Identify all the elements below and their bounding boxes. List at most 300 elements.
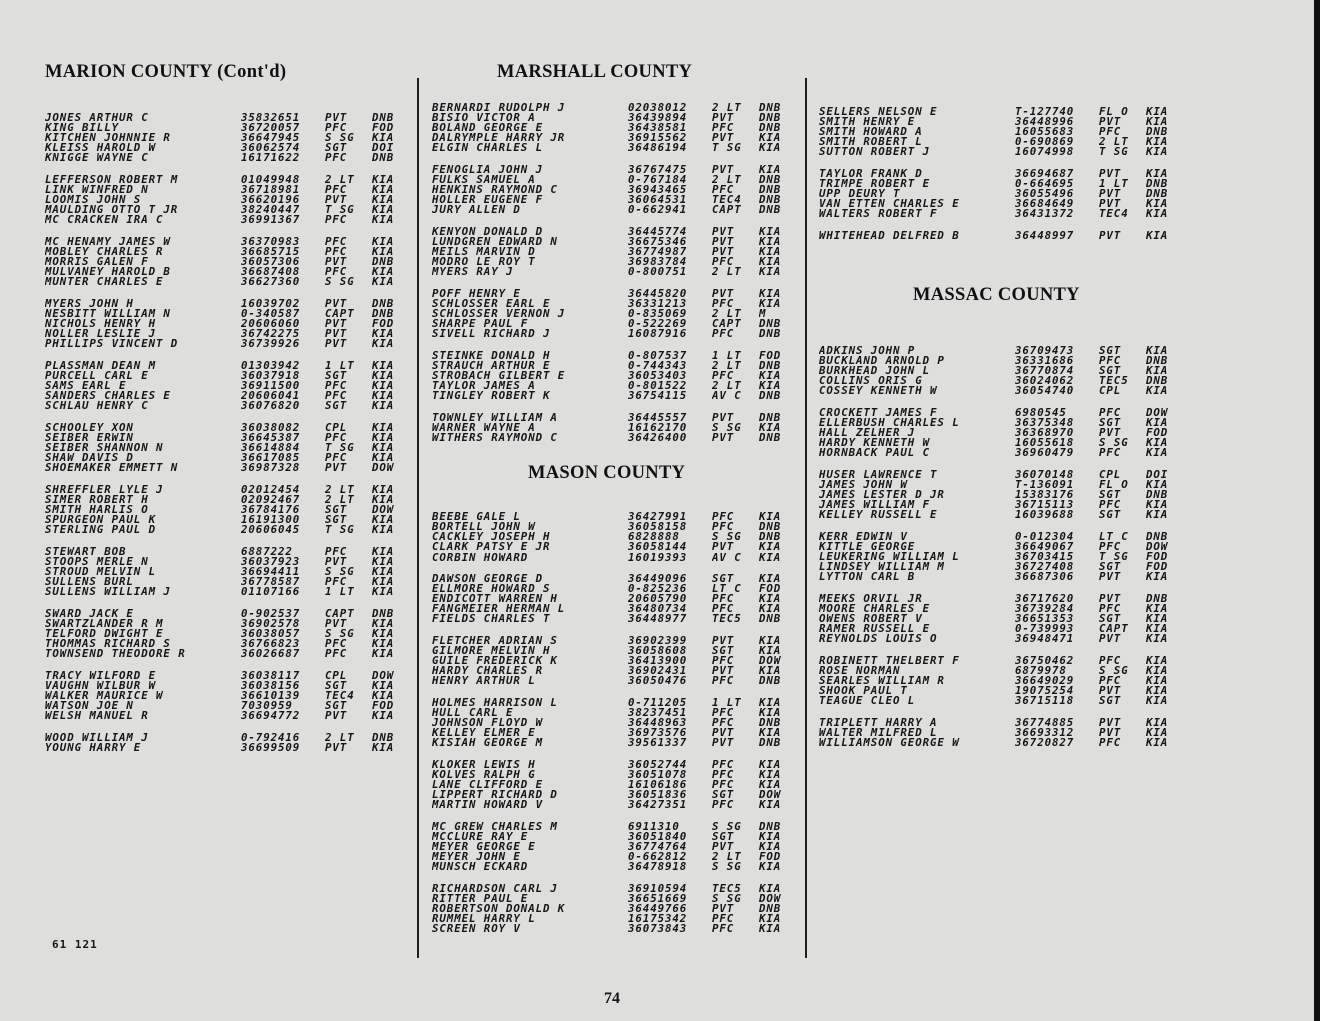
entry-serial-number: 36774987 [628,247,688,258]
roster-entry [45,567,412,577]
entry-serial-number: 02012454 [241,484,301,495]
entry-grade: PFC [712,371,735,382]
entry-name: BURKHEAD JOHN L [819,366,931,377]
entry-name: STOOPS MERLE N [45,556,149,567]
entry-name: THOMMAS RICHARD S [45,639,171,650]
entry-serial-number: 36983784 [628,257,688,268]
roster-entry [432,770,799,780]
entry-status: KIA [372,267,395,278]
entry-status: DNB [759,185,782,196]
entry-name: FLETCHER ADRIAN S [432,636,558,647]
entry-grade: PFC [712,760,735,771]
entry-status: KIA [372,174,395,186]
entry-name: RAMER RUSSELL E [819,624,931,635]
entry-grade: PFC [1099,676,1122,687]
entry-status: KIA [372,401,395,412]
entry-name: TOWNSEND THEODORE R [45,649,186,660]
entry-name: CLARK PATSY E JR [432,542,551,553]
roster-entry [432,423,799,433]
entry-serial-number: 20605790 [628,594,688,605]
entry-status: DNB [759,904,782,915]
entry-name: JAMES JOHN W [819,480,908,491]
entry-grade: FL O [1099,107,1129,118]
entry-name: SHARPE PAUL F [432,319,529,330]
entry-grade: SGT [712,832,735,843]
roster-entry [432,227,799,237]
roster-group [819,169,1186,219]
entry-name: SMITH HENRY E [819,117,916,128]
entry-status: KIA [372,690,395,701]
entry-grade: PVT [1099,168,1122,180]
entry-name: WARNER WAYNE A [432,422,536,434]
entry-grade: AV C [712,391,742,402]
entry-status: KIA [372,360,395,371]
roster-entry [819,500,1186,510]
entry-status: DNB [372,732,395,743]
entry-serial-number: 16039688 [1015,510,1075,521]
entry-name: MOBLEY CHARLES R [45,247,164,258]
entry-grade: 2 LT [325,174,355,186]
entry-status: DNB [759,412,782,423]
roster-entry [819,418,1186,428]
entry-grade: 2 LT [325,484,355,495]
roster-group [819,107,1186,157]
entry-name: WALKER MAURICE W [45,690,164,701]
entry-serial-number: 16191300 [241,515,301,526]
entry-serial-number: 36448963 [628,718,688,729]
entry-status: FOD [372,123,395,134]
roster-entry [819,490,1186,500]
entry-serial-number: 36715113 [1015,500,1075,511]
roster-entry [432,862,799,872]
entry-status: DNB [372,113,395,124]
entry-grade: PFC [712,522,735,533]
entry-serial-number: 38240447 [241,205,301,216]
entry-grade: S SG [1099,438,1129,449]
entry-status: KIA [372,391,395,402]
entry-status: DOW [372,463,395,474]
entry-name: TAYLOR FRANK D [819,168,923,180]
entry-grade: T SG [325,443,355,454]
entry-serial-number: 36915562 [628,133,688,144]
entry-grade: PFC [325,123,348,134]
entry-serial-number: 16055618 [1015,438,1075,449]
entry-status: DNB [372,257,395,268]
entry-serial-number: 0-739993 [1015,624,1075,635]
entry-name: SMITH ROBERT L [819,137,923,148]
entry-name: SULLENS WILLIAM J [45,587,171,598]
roster-entry [432,257,799,267]
entry-name: WELSH MANUEL R [45,711,149,722]
entry-serial-number: 36750462 [1015,655,1075,666]
entry-name: SHAW DAVIS D [45,453,134,464]
entry-serial-number: 36649067 [1015,542,1075,553]
entry-grade: LT C [1099,531,1129,543]
entry-serial-number: 0-902537 [241,608,301,619]
entry-name: SPURGEON PAUL K [45,515,157,526]
entry-name: OWENS ROBERT V [819,614,923,625]
entry-serial-number: 36943465 [628,185,688,196]
entry-name: HOLLER EUGENE F [432,195,544,206]
entry-status: DNB [1146,531,1169,543]
entry-name: SEIBER SHANNON N [45,443,164,454]
entry-name: STRAUCH ARTHUR E [432,360,551,372]
entry-grade: PFC [712,656,735,667]
entry-name: JOHNSON FLOYD W [432,718,544,729]
roster-entry [432,532,799,542]
entry-name: SIMER ROBERT H [45,494,149,505]
entry-status: KIA [759,247,782,258]
entry-name: SUTTON ROBERT J [819,147,931,158]
roster-entry [45,681,412,691]
entry-grade: T SG [325,525,355,536]
roster-entry [819,179,1186,189]
roster-group [432,289,799,339]
entry-grade: 2 LT [712,360,742,372]
entry-grade: T SG [1099,147,1129,158]
roster-entry [432,175,799,185]
roster-entry [432,656,799,666]
entry-serial-number: 36449096 [628,574,688,585]
roster-entry [45,175,412,185]
entry-serial-number: 36948471 [1015,634,1075,645]
entry-grade: PVT [1099,686,1122,697]
entry-name: DAWSON GEORGE D [432,574,544,585]
entry-name: MYERS RAY J [432,267,514,278]
entry-grade: PFC [325,381,348,392]
entry-name: RUMMEL HARRY L [432,914,536,925]
entry-grade: PFC [712,708,735,719]
roster-entry [432,698,799,708]
entry-serial-number: 16106186 [628,780,688,791]
roster-entry [432,666,799,676]
county-heading: MASON COUNTY [528,463,686,484]
entry-serial-number: 0-340587 [241,309,301,320]
entry-name: WALTERS ROBERT F [819,209,938,220]
roster-entry [819,147,1186,157]
entry-serial-number: 36449766 [628,904,688,915]
roster-entry [45,629,412,639]
roster-entry [45,733,412,743]
entry-serial-number: 36987328 [241,463,301,474]
roster-entry [819,438,1186,448]
entry-grade: PFC [712,780,735,791]
roster-entry [819,169,1186,179]
entry-serial-number: 36649029 [1015,676,1075,687]
entry-name: MORRIS GALEN F [45,257,149,268]
roster-entry [432,113,799,123]
roster-entry [45,381,412,391]
roster-group [432,351,799,401]
entry-name: JAMES LESTER D JR [819,490,945,501]
entry-grade: PVT [1099,199,1122,210]
roster-group [819,532,1186,582]
roster-entry [432,247,799,257]
entry-name: MC HENAMY JAMES W [45,236,171,248]
entry-serial-number: 0-664695 [1015,179,1075,190]
roster-entry [432,636,799,646]
entry-status: KIA [759,862,782,873]
entry-serial-number: 36445820 [628,288,688,299]
entry-grade: 1 LT [1099,179,1129,190]
entry-name: FIELDS CHARLES T [432,614,551,625]
entry-serial-number: 36448996 [1015,117,1075,128]
entry-grade: 1 LT [712,698,742,709]
entry-status: KIA [372,515,395,526]
entry-grade: 2 LT [325,494,355,505]
column-3 [819,107,1186,760]
entry-serial-number: 36052744 [628,760,688,771]
entry-grade: PVT [712,113,735,124]
entry-name: MEEKS ORVIL JR [819,593,923,604]
roster-entry [45,361,412,371]
entry-serial-number: 36774885 [1015,717,1075,728]
entry-name: POFF HENRY E [432,288,521,299]
entry-grade: PFC [1099,655,1122,666]
roster-group [819,718,1186,748]
entry-name: SMITH HARLIS O [45,505,149,516]
roster-entry [819,666,1186,676]
entry-serial-number: 36645387 [241,432,301,444]
entry-name: KLEISS HAROLD W [45,143,157,154]
roster-entry [819,542,1186,552]
entry-serial-number: 36480734 [628,604,688,615]
entry-status: DNB [759,123,782,134]
entry-serial-number: 36709473 [1015,346,1075,357]
roster-entry [45,123,412,133]
entry-name: MUNTER CHARLES E [45,277,164,288]
entry-serial-number: 36703415 [1015,552,1075,563]
entry-name: CROCKETT JAMES F [819,408,938,419]
entry-grade: 1 LT [325,587,355,598]
roster-entry [45,505,412,515]
entry-status: KIA [759,832,782,843]
roster-entry [432,542,799,552]
entry-status: DOW [372,670,395,681]
entry-status: DOW [1146,408,1169,419]
entry-grade: PVT [1099,717,1122,728]
entry-serial-number: 0-662941 [628,205,688,216]
roster-entry [45,277,412,287]
entry-status: KIA [759,143,782,154]
roster-entry [819,199,1186,209]
page-number: 74 [604,990,620,1007]
roster-entry [45,215,412,225]
entry-status: DNB [759,113,782,124]
entry-status: KIA [1146,655,1169,666]
roster-group [432,698,799,748]
entry-serial-number: 36427991 [628,512,688,523]
entry-status: KIA [1146,386,1169,397]
entry-serial-number: 36054740 [1015,386,1075,397]
entry-status: KIA [372,618,395,629]
entry-status: KIA [759,257,782,268]
entry-grade: SGT [712,574,735,585]
entry-serial-number: 36053403 [628,371,688,382]
roster-group [45,299,412,349]
entry-name: KNIGGE WAYNE C [45,153,149,164]
entry-grade: PVT [712,288,735,299]
entry-status: KIA [372,195,395,206]
entry-name: TOWNLEY WILLIAM A [432,412,558,423]
entry-name: SIVELL RICHARD J [432,329,551,340]
column-divider [417,78,419,958]
entry-serial-number: 01049948 [241,174,301,186]
entry-serial-number: 36991367 [241,215,301,226]
entry-name: ADKINS JOHN P [819,346,916,357]
entry-grade: TEC4 [1099,209,1129,220]
entry-status: KIA [1146,676,1169,687]
entry-status: KIA [1146,418,1169,429]
roster-entry [45,371,412,381]
roster-entry [45,453,412,463]
entry-status: KIA [1146,366,1169,377]
roster-entry [819,738,1186,748]
entry-serial-number: 0-807537 [628,350,688,361]
entry-name: SHOOK PAUL T [819,686,908,697]
roster-group [432,512,799,562]
entry-name: MCCLURE RAY E [432,832,529,843]
entry-name: DALRYMPLE HARRY JR [432,133,566,144]
entry-status: KIA [1146,230,1169,242]
entry-status: KIA [372,680,395,691]
roster-entry [819,552,1186,562]
entry-name: MYERS JOHN H [45,298,134,309]
entry-name: GUILE FREDERICK K [432,656,558,667]
entry-grade: 2 LT [712,175,742,186]
roster-entry [432,361,799,371]
entry-status: KIA [372,628,395,640]
entry-status: KIA [759,422,782,434]
column-2 [432,62,799,946]
roster-entry [432,371,799,381]
entry-serial-number: 0-690869 [1015,137,1075,148]
entry-status: DNB [759,103,782,114]
entry-grade: PFC [325,247,348,258]
entry-serial-number: 36076820 [241,401,301,412]
roster-entry [819,510,1186,520]
entry-name: TINGLEY ROBERT K [432,391,551,402]
entry-serial-number: 16171622 [241,153,301,164]
entry-serial-number: 38237451 [628,708,688,719]
entry-name: SELLERS NELSON E [819,107,938,118]
entry-name: SCHLAU HENRY C [45,401,149,412]
entry-serial-number: 36413900 [628,656,688,667]
roster-entry [432,553,799,563]
roster-entry [432,205,799,215]
entry-name: HORNBACK PAUL C [819,448,931,459]
entry-name: TEAGUE CLEO L [819,696,916,707]
entry-grade: SGT [1099,510,1122,521]
roster-entry [819,614,1186,624]
entry-grade: PVT [325,463,348,474]
entry-serial-number: 7030959 [241,701,293,712]
roster-entry [432,594,799,604]
entry-status: KIA [1146,438,1169,449]
entry-grade: CPL [325,670,348,681]
entry-status: KIA [1146,665,1169,677]
entry-serial-number: 36051840 [628,832,688,843]
entry-serial-number: 39561337 [628,738,688,749]
entry-status: KIA [372,370,395,382]
entry-name: CORBIN HOWARD [432,552,529,563]
entry-serial-number: 36610139 [241,690,301,701]
entry-status: KIA [1146,614,1169,625]
entry-serial-number: 36739284 [1015,604,1075,615]
entry-name: KOLVES RALPH G [432,770,536,781]
roster-entry [432,708,799,718]
entry-name: COLLINS ORIS G [819,376,923,387]
roster-entry [432,914,799,924]
entry-status: KIA [372,639,395,650]
entry-grade: CAPT [1099,624,1129,635]
entry-status: M [759,309,767,320]
roster-group [45,485,412,535]
entry-name: KING BILLY [45,123,120,134]
roster-group [432,413,799,443]
roster-entry [45,495,412,505]
entry-status: FOD [372,701,395,712]
entry-status: KIA [759,708,782,719]
entry-serial-number: 36651353 [1015,614,1075,625]
entry-grade: PVT [712,728,735,739]
entry-name: BEEBE GALE L [432,512,521,523]
entry-grade: CAPT [325,309,355,320]
entry-serial-number: 36064531 [628,195,688,206]
entry-serial-number: 01107166 [241,587,301,598]
entry-status: KIA [1146,727,1169,739]
roster-group [432,822,799,872]
entry-name: LEUKERING WILLIAM L [819,552,960,563]
entry-status: KIA [372,215,395,226]
entry-grade: SGT [325,680,348,691]
entry-grade: PFC [712,604,735,615]
entry-name: MC CRACKEN IRA C [45,215,164,226]
entry-name: TAYLOR JAMES A [432,381,536,392]
entry-grade: PFC [325,546,348,557]
entry-grade: PVT [712,133,735,144]
entry-name: HARDY CHARLES R [432,666,544,677]
entry-serial-number: 36720827 [1015,738,1075,749]
footer-code: 61 121 [52,938,98,951]
entry-status: KIA [1146,168,1169,180]
entry-name: STROUD MELVIN L [45,566,157,578]
entry-name: MEYER JOHN E [432,852,521,863]
entry-name: SULLENS BURL [45,577,134,588]
entry-status: DNB [1146,127,1169,138]
roster-entry [432,289,799,299]
entry-serial-number: 36486194 [628,143,688,154]
roster-entry [45,701,412,711]
entry-grade: PFC [712,676,735,687]
roster-entry [819,356,1186,366]
entry-grade: PFC [1099,448,1122,459]
entry-grade: PVT [1099,634,1122,645]
entry-status: KIA [372,566,395,578]
roster-entry [432,143,799,153]
roster-entry [432,299,799,309]
entry-status: DOW [759,656,782,667]
entry-status: KIA [759,883,782,895]
entry-status: KIA [1146,717,1169,728]
roster-entry [819,408,1186,418]
entry-status: DNB [759,175,782,186]
entry-status: KIA [759,574,782,585]
roster-entry [432,237,799,247]
roster-group [432,760,799,810]
entry-status: KIA [759,770,782,781]
entry-status: KIA [759,636,782,647]
